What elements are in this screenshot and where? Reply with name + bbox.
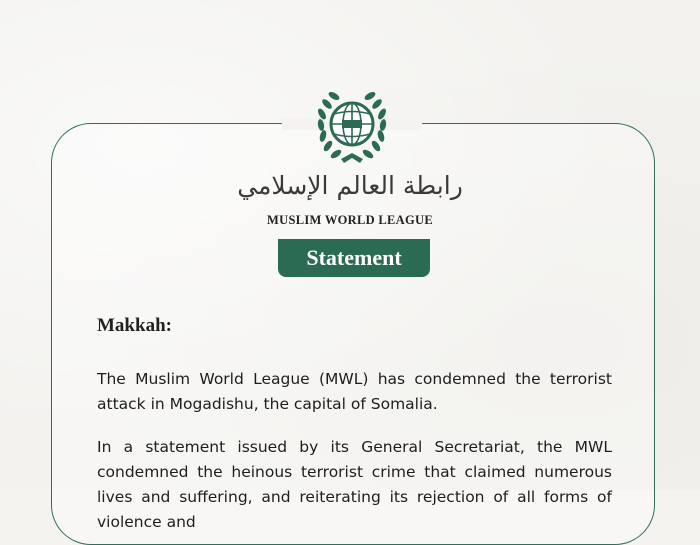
globe-with-wreath-icon xyxy=(311,85,393,167)
org-arabic-name: رابطة العالم الإسلامي xyxy=(237,171,463,200)
paragraph-2: In a statement issued by its General Secretariat, the MWL condemned the heinous terrorist crime that claimed numerous lives and suffering, and reiterating its rejection of all forms of violence and xyxy=(97,438,612,531)
paragraph-1: The Muslim World League (MWL) has condemned the terrorist attack in Mogadishu, the capital of Somalia. xyxy=(97,370,612,413)
dateline: Makkah: xyxy=(97,315,172,336)
statement-badge: Statement xyxy=(278,239,430,277)
org-name: MUSLIM WORLD LEAGUE xyxy=(267,213,433,227)
